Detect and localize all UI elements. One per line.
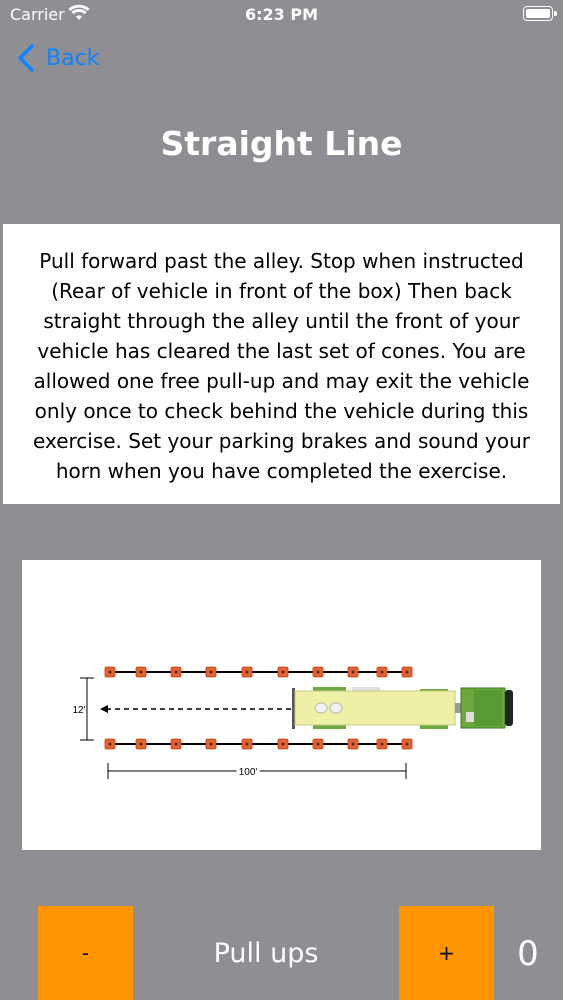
- cone-dot: [210, 671, 213, 674]
- cone-dot: [140, 671, 143, 674]
- back-label: Back: [46, 45, 100, 71]
- cone-dot: [406, 671, 409, 674]
- cone-dot: [381, 671, 384, 674]
- status-time: 6:23 PM: [244, 5, 318, 24]
- vehicle: [292, 687, 513, 729]
- width-label: 12': [72, 705, 86, 716]
- cone-dot: [109, 743, 112, 746]
- status-bar: [0, 0, 563, 30]
- cone-dot: [282, 743, 285, 746]
- cone-dot: [406, 743, 409, 746]
- battery-icon: [523, 6, 553, 21]
- cone-dot: [317, 743, 320, 746]
- description-text: Pull forward past the alley. Stop when instructed (Rear of vehicle in front of the box) Then back straight through the alley until the front of your vehicle has cleared the last set of cones. You are allowed one free pull-up and may exit the vehicle only once to check behind the vehicle during this exercise. Set your parking brakes and sound your horn when you have completed the exercise.: [33, 249, 530, 483]
- cone-dot: [381, 743, 384, 746]
- cone-dot: [246, 743, 249, 746]
- cone-dot: [282, 671, 285, 674]
- increment-pullups-button[interactable]: +: [399, 906, 494, 1000]
- chevron-left-icon: [14, 43, 40, 73]
- pullups-count: 0: [517, 934, 539, 974]
- straight-line-diagram: [22, 560, 541, 850]
- decrement-pullups-button[interactable]: -: [38, 906, 133, 1000]
- exercise-description: [3, 224, 560, 504]
- carrier-label: Carrier: [10, 5, 65, 24]
- cone-dot: [317, 671, 320, 674]
- cone-dot: [210, 743, 213, 746]
- pullups-label: Pull ups: [213, 938, 319, 969]
- page-title: Straight Line: [160, 124, 403, 163]
- cone-dot: [246, 671, 249, 674]
- cone-dot: [140, 743, 143, 746]
- cone-dot: [175, 743, 178, 746]
- cone-dot: [175, 671, 178, 674]
- back-button[interactable]: [14, 40, 99, 76]
- length-label: 100': [238, 767, 258, 778]
- cone-dot: [352, 671, 355, 674]
- cone-dot: [352, 743, 355, 746]
- cone-dot: [109, 671, 112, 674]
